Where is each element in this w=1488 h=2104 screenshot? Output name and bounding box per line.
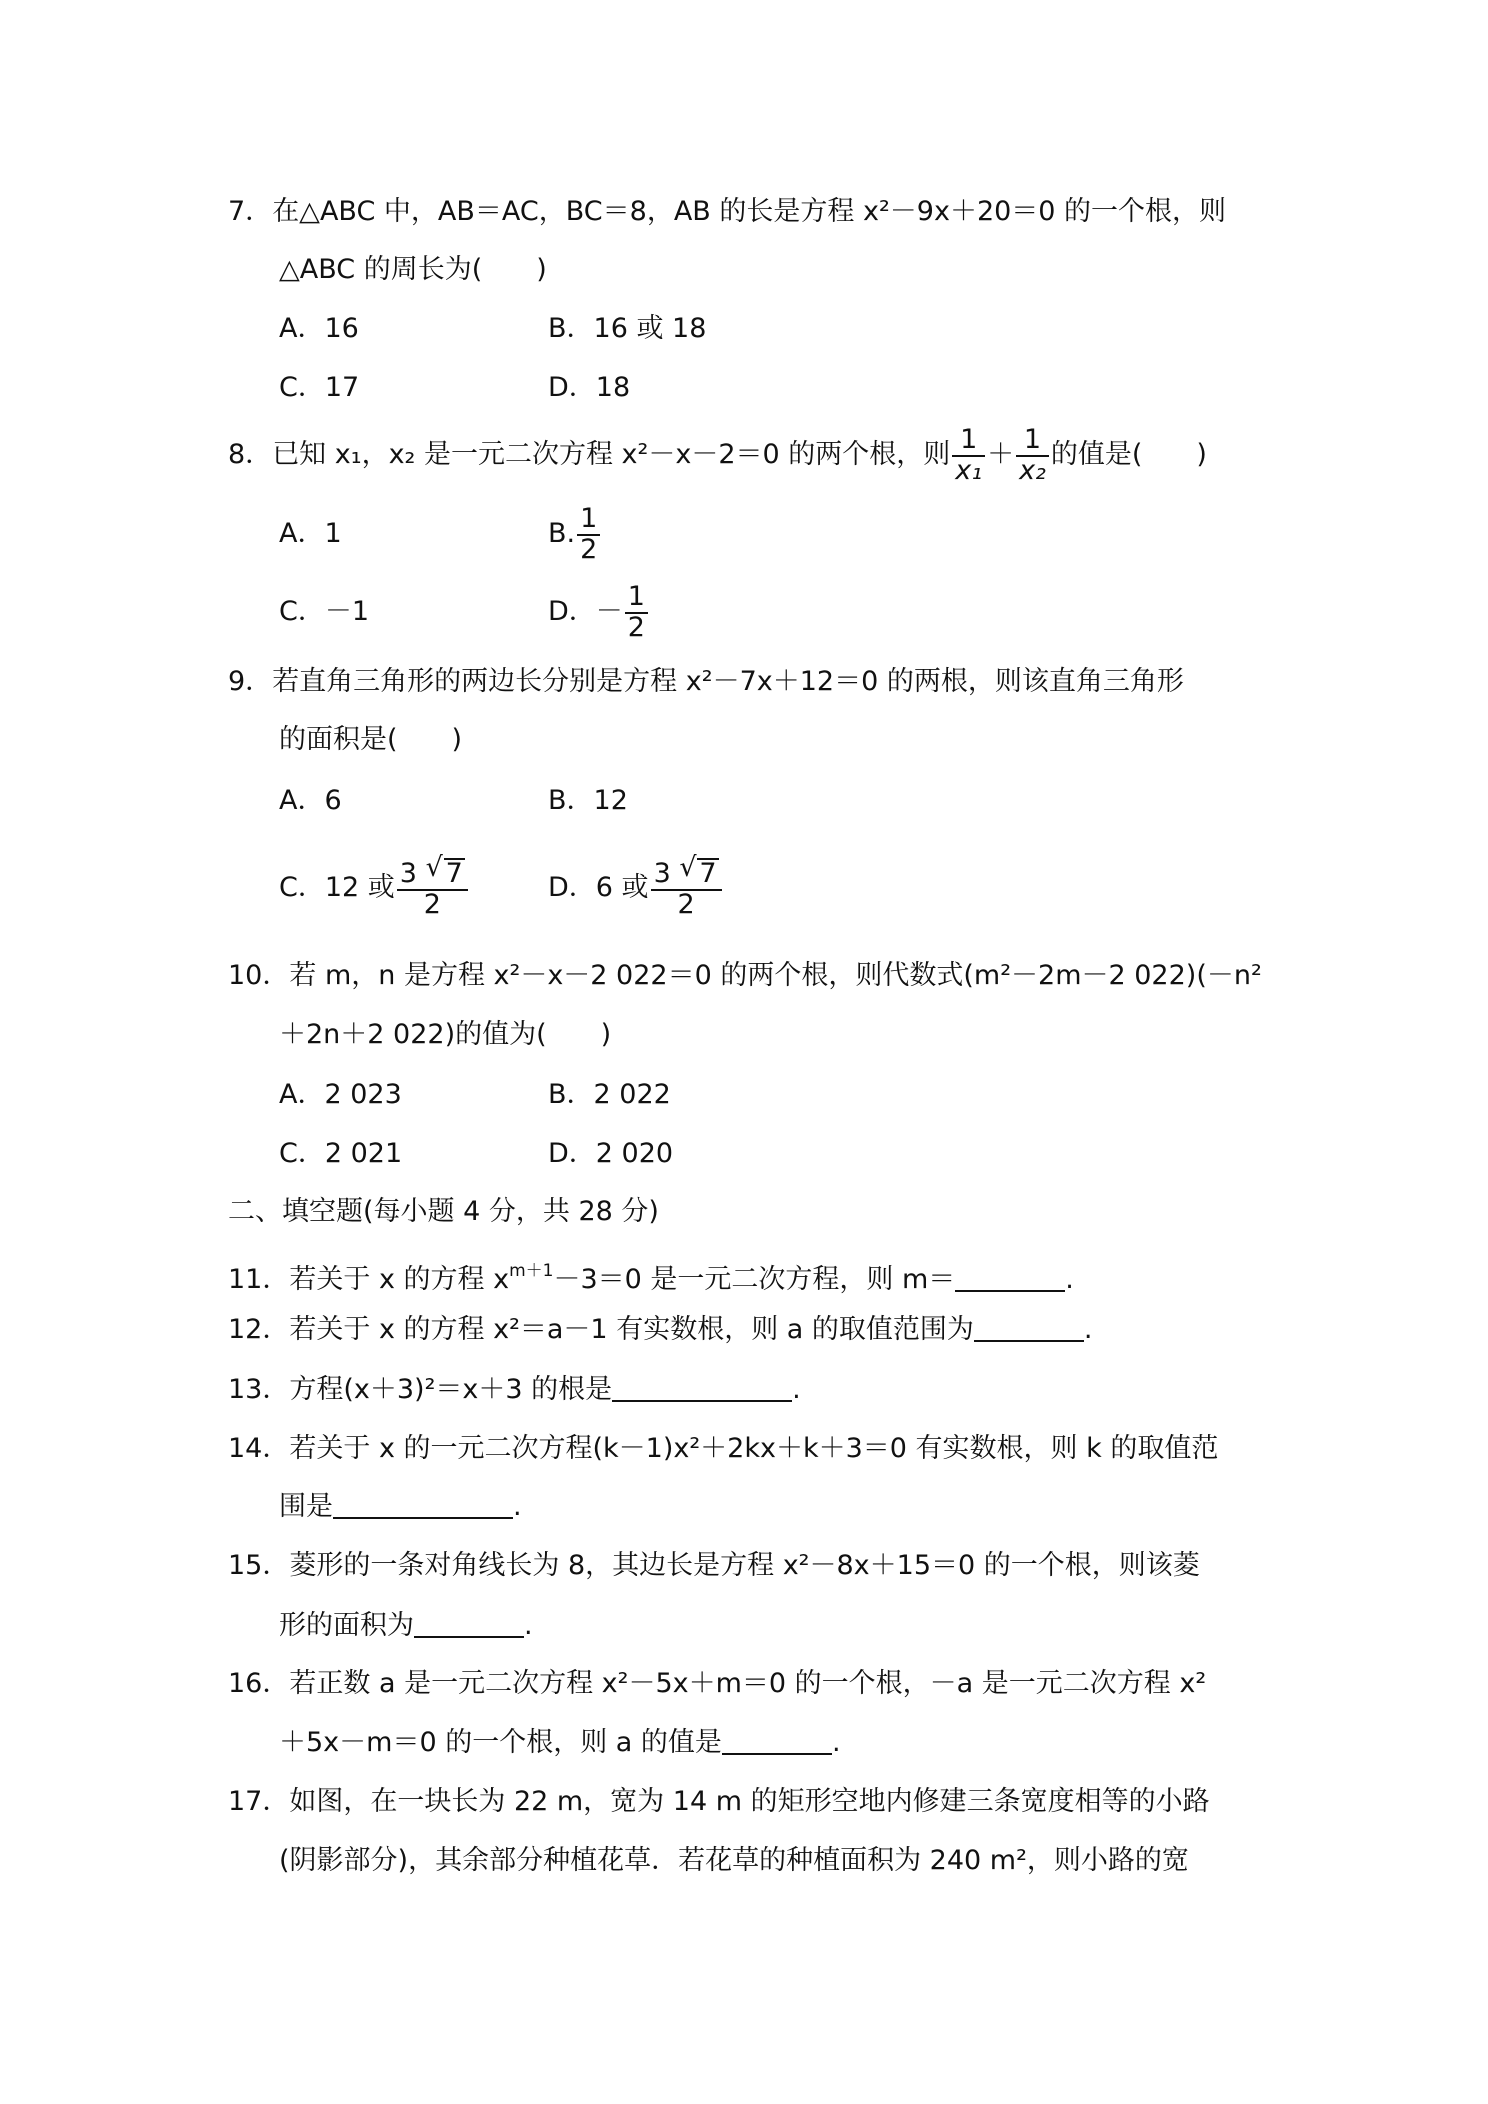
option-a: A．6 [279, 785, 342, 816]
question-stem: 若关于 x 的方程 x²＝a－1 有实数根，则 a 的取值范围为 [289, 1314, 974, 1345]
question-17-line-2: (阴影部分)，其余部分种植花草．若花草的种植面积为 240 m²，则小路的宽 [279, 1845, 1189, 1876]
fraction-three-root-seven-over-two [651, 852, 722, 920]
square-root [679, 852, 718, 890]
question-11 [228, 1251, 1074, 1300]
period: . [792, 1374, 801, 1405]
denominator: x₂ [1019, 454, 1046, 486]
question-number: 10． [228, 960, 290, 991]
answer-blank[interactable] [414, 1606, 524, 1638]
fraction-one-half [625, 583, 648, 642]
question-stem: ＋5x－m＝0 的一个根，则 a 的值是 [279, 1727, 722, 1758]
fraction-three-root-seven-over-two [397, 852, 468, 920]
question-number: 11． [228, 1264, 290, 1295]
option-b: B．12 [548, 785, 628, 816]
period: . [1083, 1314, 1093, 1345]
question-10-line-2: ＋2n＋2 022)的值为( ) [279, 1019, 612, 1050]
denominator: 2 [677, 888, 695, 920]
period: . [1065, 1264, 1074, 1295]
option-d [548, 580, 650, 644]
question-stem: 若关于 x 的一元二次方程(k－1)x²＋2kx＋k＋3＝0 有实数根，则 k 的取值范 [289, 1433, 1219, 1464]
answer-blank[interactable] [333, 1487, 513, 1519]
question-15-line-1 [228, 1546, 1200, 1586]
question-number: 15． [228, 1550, 290, 1581]
numerator [651, 852, 722, 890]
option-d: D．2 020 [548, 1138, 674, 1169]
question-stem-end: 的值是( ) [1050, 439, 1207, 470]
option-c: C．2 021 [279, 1138, 403, 1169]
radicand: 7 [445, 858, 463, 890]
coefficient: 3 [653, 858, 671, 890]
question-number: 13． [228, 1374, 290, 1405]
question-stem: －3＝0 是一元二次方程，则 m＝ [553, 1264, 956, 1295]
question-stem: 若直角三角形的两边长分别是方程 x²－7x＋12＝0 的两根，则该直角三角形 [272, 666, 1184, 697]
question-stem: 菱形的一条对角线长为 8，其边长是方程 x²－8x＋15＝0 的一个根，则该菱 [289, 1550, 1200, 1581]
option-label: D．6 或 [548, 872, 649, 903]
option-b: B．2 022 [548, 1079, 671, 1110]
numerator [397, 852, 468, 890]
question-stem: 形的面积为 [279, 1610, 414, 1641]
question-stem: 若关于 x 的方程 x [289, 1264, 510, 1295]
numerator: 1 [952, 426, 985, 456]
period: . [831, 1727, 841, 1758]
radical-sign: √ [679, 852, 697, 884]
question-number: 12． [228, 1314, 290, 1345]
question-number: 14． [228, 1433, 290, 1464]
question-10-line-1 [228, 956, 1262, 996]
question-stem: 已知 x₁，x₂ 是一元二次方程 x²－x－2＝0 的两个根，则 [272, 439, 951, 470]
option-label: C．12 或 [279, 872, 395, 903]
answer-blank[interactable] [955, 1260, 1065, 1292]
numerator: 1 [577, 505, 600, 535]
period: . [513, 1491, 522, 1522]
numerator: 1 [625, 583, 648, 613]
question-14-line-1 [228, 1429, 1218, 1469]
option-c: C．17 [279, 372, 360, 403]
option-label: B. [548, 518, 576, 549]
question-stem: 如图，在一块长为 22 m，宽为 14 m 的矩形空地内修建三条宽度相等的小路 [289, 1786, 1210, 1817]
question-stem: 围是 [279, 1491, 333, 1522]
question-number: 9． [228, 666, 273, 697]
denominator: 2 [423, 888, 441, 920]
option-label: D．－ [548, 596, 623, 627]
option-b [548, 502, 602, 566]
question-number: 8． [228, 439, 273, 470]
option-d [548, 852, 724, 924]
option-b: B．16 或 18 [548, 313, 707, 344]
question-9-line-2: 的面积是( ) [279, 724, 463, 755]
question-7-line-2: △ABC 的周长为( ) [279, 254, 547, 285]
answer-blank[interactable] [612, 1370, 792, 1402]
answer-blank[interactable] [722, 1723, 832, 1755]
question-number: 17． [228, 1786, 290, 1817]
option-c: C．－1 [279, 596, 370, 627]
question-number: 16． [228, 1668, 290, 1699]
question-16-line-1 [228, 1664, 1206, 1704]
question-7-line-1 [228, 192, 1226, 232]
question-9-line-1 [228, 662, 1184, 702]
coefficient: 3 [399, 858, 417, 890]
option-d: D．18 [548, 372, 631, 403]
fraction-1-over-x2 [1016, 426, 1049, 485]
denominator: x₁ [955, 454, 983, 486]
option-a: A．1 [279, 518, 342, 549]
section-heading: 二、填空题(每小题 4 分，共 28 分) [228, 1196, 659, 1227]
question-12 [228, 1310, 1093, 1350]
question-16-line-2 [279, 1723, 841, 1763]
radicand: 7 [699, 858, 717, 890]
numerator: 1 [1016, 426, 1049, 456]
question-15-line-2 [279, 1606, 533, 1646]
denominator: 2 [580, 533, 598, 565]
option-a: A．16 [279, 313, 359, 344]
answer-blank[interactable] [974, 1310, 1084, 1342]
option-a: A．2 023 [279, 1079, 402, 1110]
fraction-1-over-x1 [952, 426, 985, 485]
question-17-line-1 [228, 1782, 1210, 1822]
question-14-line-2 [279, 1487, 522, 1527]
fraction-one-half [577, 505, 600, 564]
question-stem: 若正数 a 是一元二次方程 x²－5x＋m＝0 的一个根，－a 是一元二次方程 x² [289, 1668, 1207, 1699]
period: . [524, 1610, 533, 1641]
radical-sign: √ [425, 852, 443, 884]
question-stem: 方程(x＋3)²＝x＋3 的根是 [289, 1374, 613, 1405]
question-stem: 在△ABC 中，AB＝AC，BC＝8，AB 的长是方程 x²－9x＋20＝0 的一个根，则 [272, 196, 1227, 227]
plus-sign: ＋ [987, 439, 1015, 470]
question-stem: 若 m，n 是方程 x²－x－2 022＝0 的两个根，则代数式(m²－2m－2 022)(－n² [289, 960, 1262, 991]
question-8-line-1 [228, 425, 1207, 485]
option-c [279, 852, 470, 924]
exponent: m＋1 [509, 1261, 554, 1281]
question-number: 7． [228, 196, 273, 227]
square-root [425, 852, 465, 890]
question-13 [228, 1370, 801, 1410]
denominator: 2 [627, 611, 645, 643]
